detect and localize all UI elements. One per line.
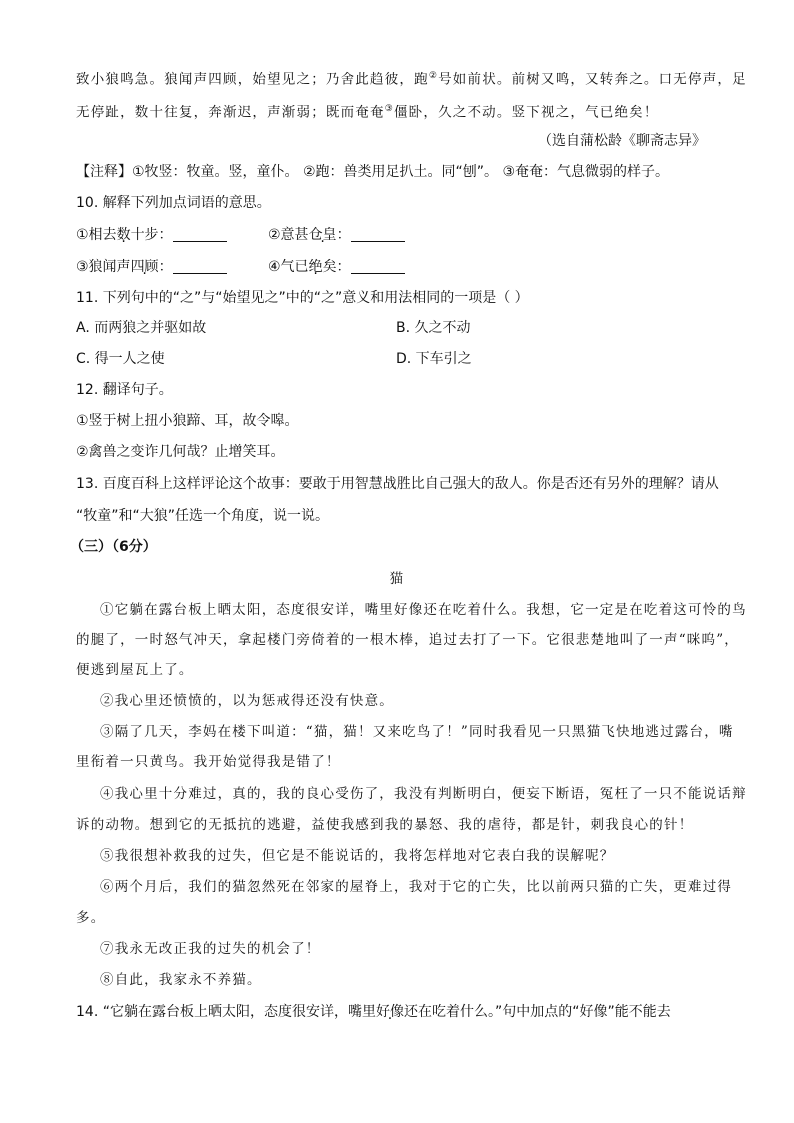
paragraph-2: ②我心里还愤愤的，以为惩戒得还没有快意。 [100, 693, 394, 709]
passage-source: （选自蒲松龄《聊斋志异》 [538, 133, 706, 149]
passage-line-1: 致小狼鸣急。狼闻声四顾，始望见之；乃舍此趋彼，跑②号如前状。前树又鸣，又转奔之。口无停声，足 [76, 71, 747, 88]
q13-line-2: “牧童”和“大狼”任选一个角度，说一说。 [76, 508, 330, 524]
answer-blank[interactable] [351, 227, 405, 242]
q12-stem: 12. 翻译句子。 [76, 382, 173, 398]
answer-blank[interactable] [173, 227, 227, 242]
paragraph-4-cont: 诉的动物。想到它的无抵抗的逃避，益使我感到我的暴怒、我的虐待，都是针，刺我良心的针！ [76, 817, 694, 833]
q14-stem: 14. “它躺在露台板上晒太阳，态度很安详，嘴里好像还在吃着什么。”句中加点的“好像”能不能去 [76, 1004, 671, 1020]
passage-notes: 【注释】①牧竖：牧童。竖，童仆。 ②跑：兽类用足扒土。同“刨”。 ③奄奄：气息微弱的样子。 [76, 164, 670, 180]
paragraph-3: ③隔了几天，李妈在楼下叫道：“猫，猫！又来吃鸟了！”同时我看见一只黑猫飞快地逃过露台，嘴 [100, 724, 734, 740]
section-heading: （三）（6分） [70, 539, 157, 555]
paragraph-1-cont: 的腿了，一时怒气冲天，拿起楼门旁倚着的一根木棒，追过去打了一下。它很悲楚地叫了一声“咪呜”， [76, 632, 740, 648]
paragraph-8: ⑧自此，我家永不养猫。 [100, 972, 262, 988]
q10-b: ②意甚仓皇： [268, 225, 405, 245]
q13-line-1: 13. 百度百科上这样评论这个故事：要敢于用智慧战胜比自己强大的敌人。你是否还有另外的理解？请从 [76, 476, 719, 492]
paragraph-5: ⑤我很想补救我的过失，但它是不能说话的，我将怎样地对它表白我的误解呢？ [100, 848, 615, 864]
q11-stem: 11. 下列句中的“之”与“始望见之”中的“之”意义和用法相同的一项是（ ） [76, 290, 529, 306]
paragraph-4: ④我心里十分难过，真的，我的良心受伤了，我没有判断明白，便妄下断语，冤枉了一只不能说话辩 [100, 786, 747, 802]
answer-blank[interactable] [173, 259, 227, 274]
q11-option-b: B. 久之不动 [396, 320, 471, 336]
passage-line-2: 无停趾，数十往复，奔渐迟，声渐弱；既而奄奄③僵卧，久之不动。竖下视之，气已绝矣！ [76, 104, 659, 121]
paragraph-1-end: 便逃到屋瓦上了。 [76, 662, 194, 678]
q10-c: ③狼闻声四顾： [76, 257, 227, 277]
paragraph-3-cont: 里衔着一只黄鸟。我开始觉得我是错了！ [76, 754, 341, 770]
paragraph-1: ①它躺在露台板上晒太阳，态度很安详，嘴里好像还在吃着什么。我想，它一定是在吃着这可怜的鸟 [100, 602, 747, 618]
paragraph-7: ⑦我永无改正我的过失的机会了！ [100, 941, 321, 957]
q11-option-a: A. 而两狼之并驱如故 [76, 320, 207, 336]
answer-blank[interactable] [351, 259, 405, 274]
q11-option-c: C. 得一人之使 [76, 351, 165, 367]
paragraph-6-cont: 多。 [76, 910, 106, 926]
paragraph-6: ⑥两个月后，我们的猫忽然死在邻家的屋脊上，我对于它的亡失，比以前两只猫的亡失，更难过得 [100, 879, 733, 895]
q12-sentence-1: ①竖于树上扭小狼蹄、耳，故令嗥。 [76, 413, 299, 429]
q12-sentence-2: ②禽兽之变诈几何哉？止增笑耳。 [76, 444, 285, 460]
article-title: 猫 [389, 571, 405, 587]
q11-option-d: D. 下车引之 [396, 351, 472, 367]
q10-stem: 10. 解释下列加点词语的意思。 [76, 195, 271, 211]
q10-d: ④气已绝矣： [268, 257, 405, 277]
q10-a: ①相去数十步： [76, 225, 227, 245]
